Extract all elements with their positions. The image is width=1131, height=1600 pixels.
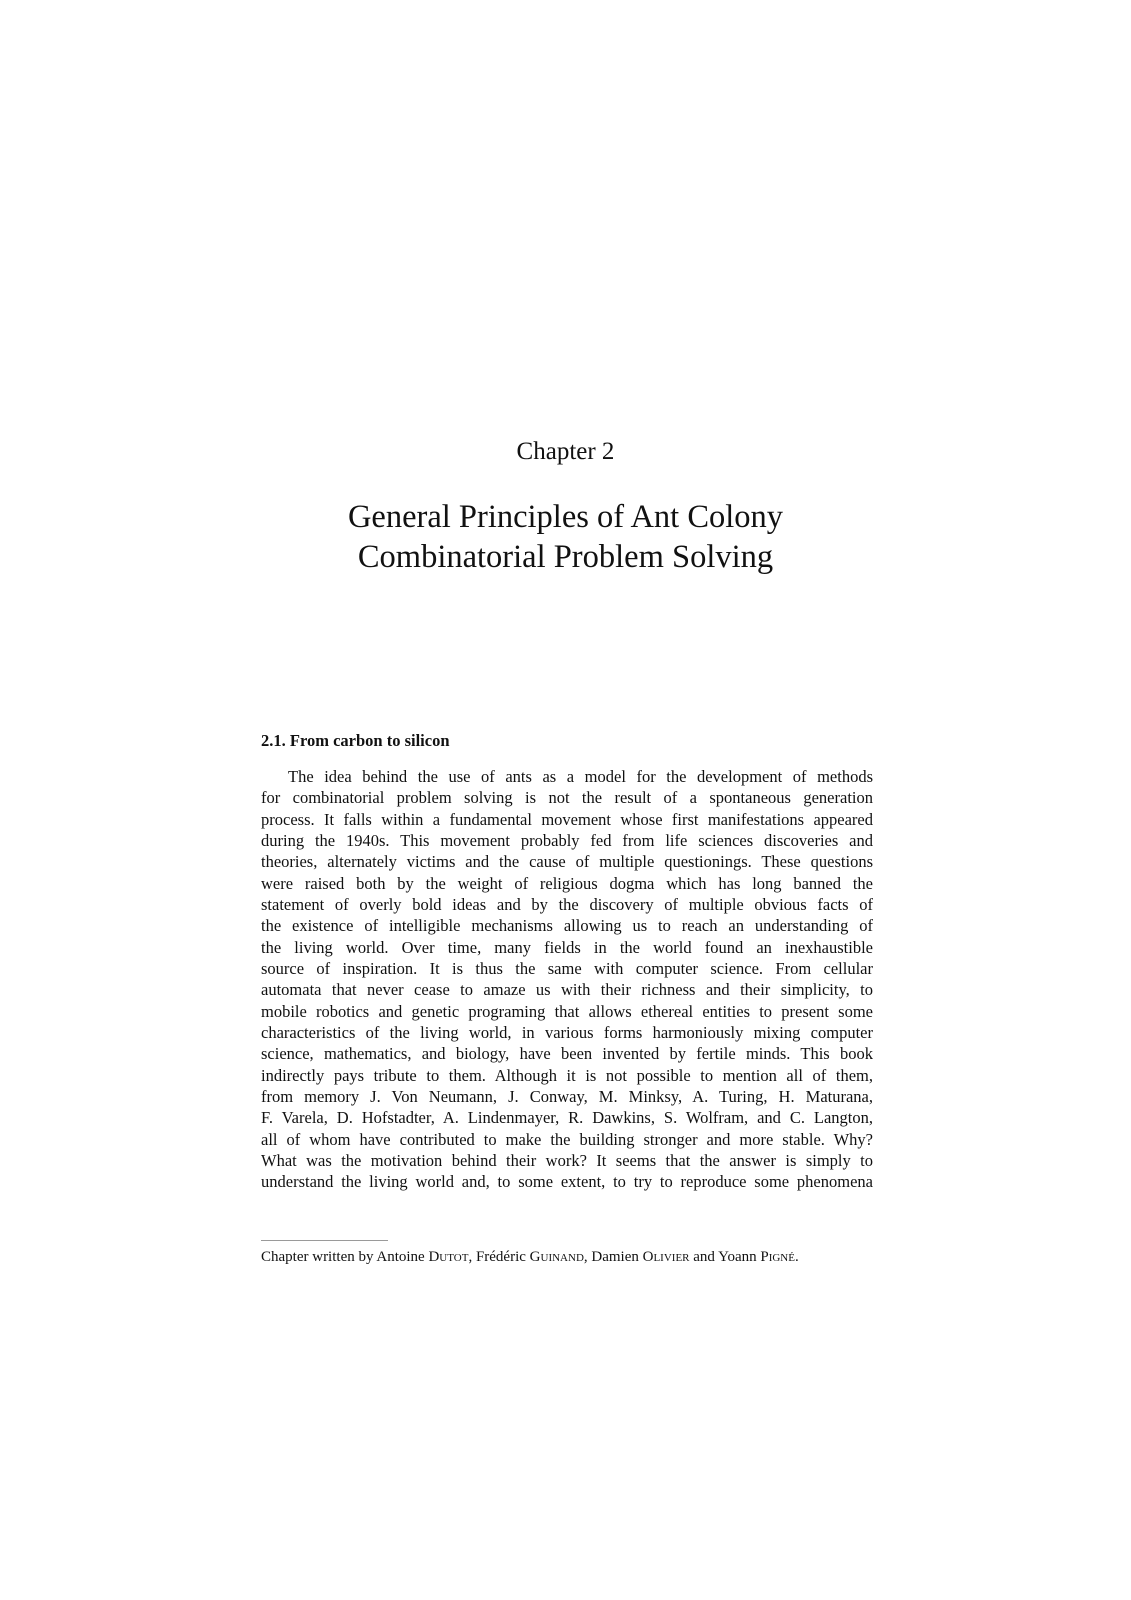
- footnote-suffix: .: [794, 1249, 799, 1265]
- footnote-separator: and Yoann: [689, 1249, 761, 1265]
- body-line: automata that never cease to amaze us with their richness and their simplicity, to: [261, 980, 873, 1000]
- chapter-title-line-2: Combinatorial Problem Solving: [357, 539, 774, 575]
- footnote-separator: , Damien: [583, 1249, 643, 1265]
- footnote-author-4: Pigné: [760, 1249, 795, 1265]
- footnote-author-1: Dutot: [428, 1249, 469, 1265]
- body-line: from memory J. Von Neumann, J. Conway, M. Minksy, A. Turing, H. Maturana,: [261, 1086, 873, 1106]
- chapter-title: [0, 497, 1131, 577]
- section-heading: 2.1. From carbon to silicon: [261, 731, 450, 750]
- chapter-label: Chapter 2: [516, 438, 615, 465]
- body-line: the existence of intelligible mechanisms allowing us to reach an understanding of: [261, 916, 873, 936]
- footnote-author-3: Olivier: [642, 1249, 690, 1265]
- body-line: F. Varela, D. Hofstadter, A. Lindenmayer, R. Dawkins, S. Wolfram, and C. Langton,: [261, 1108, 873, 1128]
- body-line: science, mathematics, and biology, have been invented by fertile minds. This book: [261, 1044, 873, 1064]
- body-line: were raised both by the weight of religious dogma which has long banned the: [261, 873, 873, 893]
- body-paragraph: [261, 766, 873, 1193]
- chapter-title-line-1: General Principles of Ant Colony: [347, 499, 784, 535]
- footnote-prefix: Chapter written by Antoine: [261, 1249, 429, 1265]
- body-line: understand the living world and, to some extent, to try to reproduce some phenomena: [261, 1172, 873, 1192]
- body-line: the living world. Over time, many fields in the world found an inexhaustible: [261, 937, 873, 957]
- body-line: all of whom have contributed to make the building stronger and more stable. Why?: [261, 1129, 873, 1149]
- footnote-author-2: Guinand: [529, 1249, 584, 1265]
- footnote-separator: , Frédéric: [468, 1249, 530, 1265]
- body-line: process. It falls within a fundamental movement whose first manifestations appeared: [261, 809, 873, 829]
- body-line: characteristics of the living world, in various forms harmoniously mixing computer: [261, 1022, 873, 1042]
- body-line: indirectly pays tribute to them. Although it is not possible to mention all of them,: [261, 1065, 873, 1085]
- body-line: during the 1940s. This movement probably fed from life sciences discoveries and: [261, 830, 873, 850]
- footnote: [261, 1248, 873, 1267]
- body-line: mobile robotics and genetic programing that allows ethereal entities to present some: [261, 1001, 873, 1021]
- body-line: source of inspiration. It is thus the same with computer science. From cellular: [261, 958, 873, 978]
- body-line: theories, alternately victims and the cause of multiple questionings. These questions: [261, 852, 873, 872]
- body-line: for combinatorial problem solving is not the result of a spontaneous generation: [261, 788, 873, 808]
- footnote-rule: [261, 1240, 388, 1241]
- body-line: The idea behind the use of ants as a model for the development of methods: [288, 767, 873, 786]
- body-line: What was the motivation behind their work? It seems that the answer is simply to: [261, 1150, 873, 1170]
- body-line: statement of overly bold ideas and by the discovery of multiple obvious facts of: [261, 894, 873, 914]
